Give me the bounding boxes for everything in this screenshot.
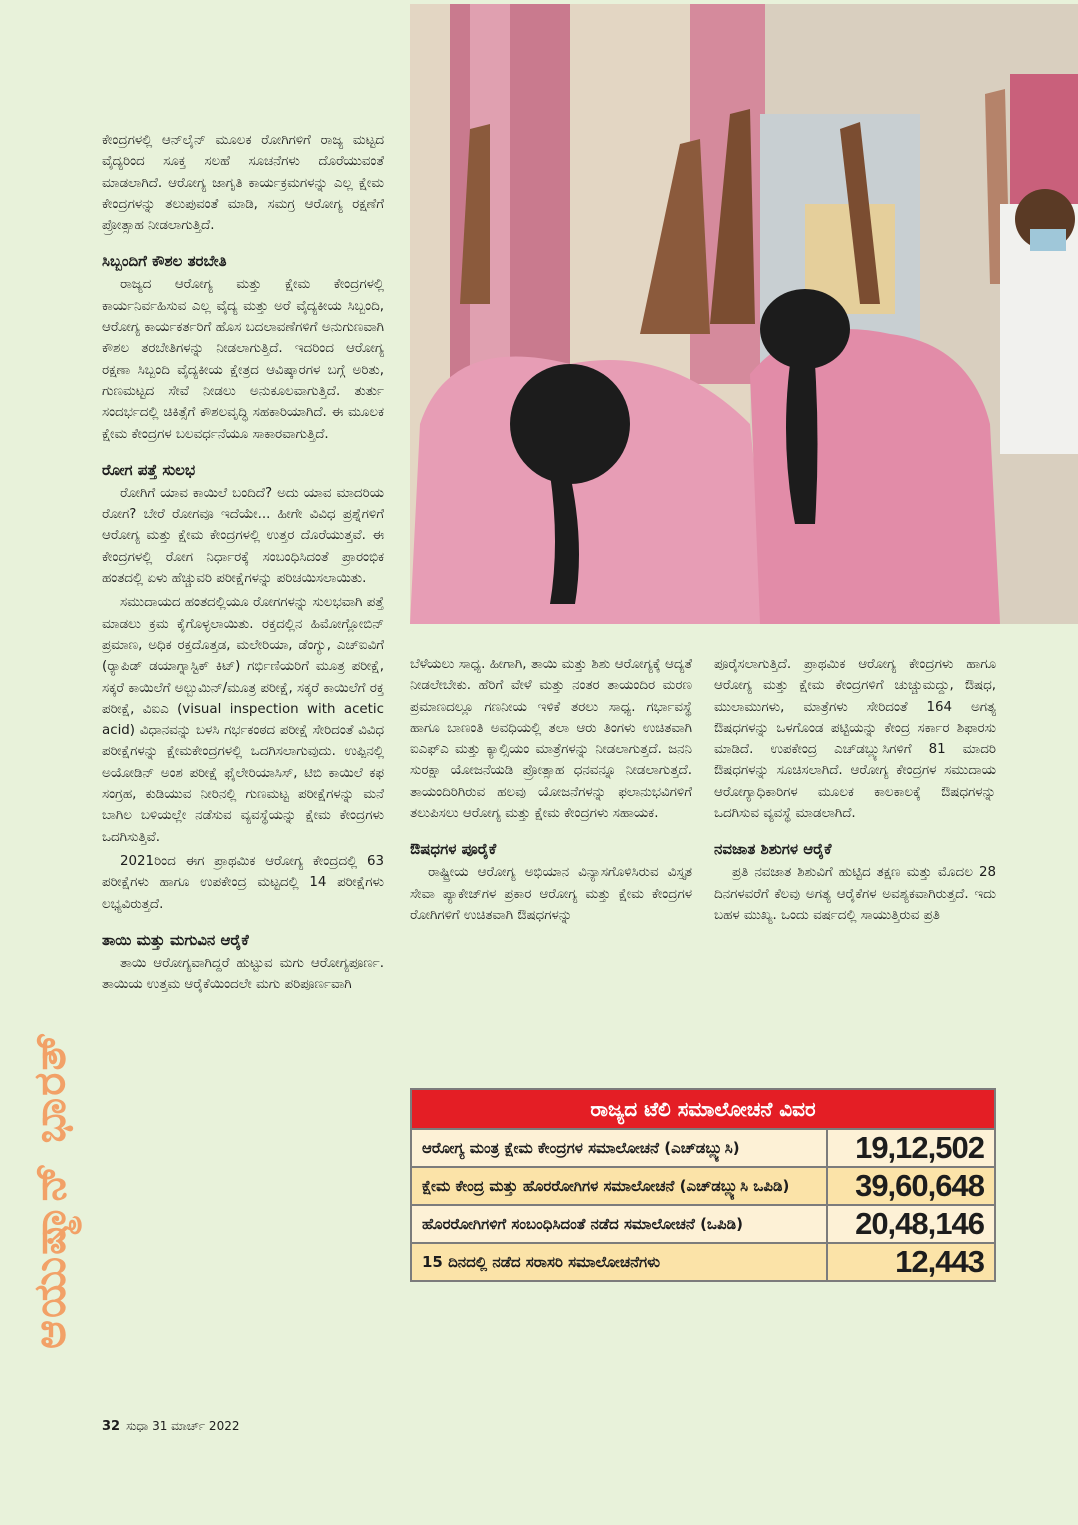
stats-value: 12,443 [895,1244,984,1279]
stats-row [412,1166,994,1204]
stats-label: ಆರೋಗ್ಯ ಮಂತ್ರ ಕ್ಷೇಮ ಕೇಂದ್ರಗಳ ಸಮಾಲೋಚನೆ (ಎಚ್‌ಡಬ್ಲ್ಯುಸಿ) [412,1130,828,1166]
exercise-photo [410,4,1078,624]
heading-easy-diagnosis: ರೋಗ ಪತ್ತೆ ಸುಲಭ [102,460,196,479]
heading-newborn-care: ನವಜಾತ ಶಿಶುಗಳ ಆರೈಕೆ [714,840,832,859]
heading-mother-child-care: ತಾಯಿ ಮತ್ತು ಮಗುವಿನ ಆರೈಕೆ [102,930,249,949]
page-number: 32 [102,1419,121,1434]
section-vertical-label [20,980,80,1400]
article-column-1 [102,130,384,998]
intro-paragraph: ಕೇಂದ್ರಗಳಲ್ಲಿ ಆನ್‌ಲೈನ್ ಮೂಲಕ ರೋಗಿಗಳಿಗೆ ರಾಜ್ಯ ಮಟ್ಟದ ವೈದ್ಯರಿಂದ ಸೂಕ್ತ ಸಲಹೆ ಸೂಚನೆಗಳು ದೊರೆಯುವಂತೆ ಮಾಡಲಾಗಿದೆ. ಆರೋಗ್ಯ ಜಾಗೃತಿ ಕಾರ್ಯಕ್ರಮಗಳನ್ನು ಎಲ್ಲ ಕ್ಷೇಮ ಕೇಂದ್ರಗಳನ್ನು ತಲುಪುವಂತೆ ಮಾಡಿ, ಸಮಗ್ರ ಆರೋಗ್ಯ ರಕ್ಷಣೆಗೆ ಪ್ರೋತ್ಸಾಹ ನೀಡಲಾಗುತ್ತಿದೆ. [102,133,384,234]
vertical-label-text: ಆಯುಷ್ಮಾನ್ ಭಾರತ್ [24,1030,76,1350]
paragraph: ರಾಷ್ಟ್ರೀಯ ಆರೋಗ್ಯ ಅಭಿಯಾನ ವಿನ್ಯಾಸಗೊಳಿಸಿರುವ ವಿಸ್ತೃತ ಸೇವಾ ಪ್ಯಾಕೇಜ್‌ಗಳ ಪ್ರಕಾರ ಆರೋಗ್ಯ ಮತ್ತು ಕ್ಷೇಮ ಕೇಂದ್ರಗಳ ರೋಗಿಗಳಿಗೆ ಉಚಿತವಾಗಿ ಔಷಧಗಳನ್ನು [410,865,692,923]
stats-label: ಹೊರರೋಗಿಗಳಿಗೆ ಸಂಬಂಧಿಸಿದಂತೆ ನಡೆದ ಸಮಾಲೋಚನೆ (ಒಪಿಡಿ) [412,1206,828,1242]
teleconsultation-stats-table [410,1088,996,1282]
paragraph: ಪ್ರತಿ ನವಜಾತ ಶಿಶುವಿಗೆ ಹುಟ್ಟಿದ ತಕ್ಷಣ ಮತ್ತು ಮೊದಲ 28 ದಿನಗಳವರೆಗೆ ಕೆಲವು ಅಗತ್ಯ ಆರೈಕೆಗಳ ಅವಶ್ಯಕವಾಗಿರುತ್ತದೆ. ಇದು ಬಹಳ ಮುಖ್ಯ. ಒಂದು ವರ್ಷದಲ್ಲಿ ಸಾಯುತ್ತಿರುವ ಪ್ರತಿ [714,865,996,923]
paragraph: 2021ರಿಂದ ಈಗ ಪ್ರಾಥಮಿಕ ಆರೋಗ್ಯ ಕೇಂದ್ರದಲ್ಲಿ 63 ಪರೀಕ್ಷೆಗಳು ಹಾಗೂ ಉಪಕೇಂದ್ರ ಮಟ್ಟದಲ್ಲಿ 14 ಪರೀಕ್ಷೆಗಳು ಲಭ್ಯವಿರುತ್ತದೆ. [102,853,384,912]
stats-row [412,1128,994,1166]
footer-text: ಸುಧಾ 31 ಮಾರ್ಚ್ 2022 [126,1419,240,1433]
paragraph: ರೋಗಿಗೆ ಯಾವ ಕಾಯಿಲೆ ಬಂದಿದೆ? ಅದು ಯಾವ ಮಾದರಿಯ ರೋಗ? ಬೇರೆ ರೋಗವೂ ಇದೆಯೇ... ಹೀಗೇ ವಿವಿಧ ಪ್ರಶ್ನೆಗಳಿಗೆ ಆರೋಗ್ಯ ಮತ್ತು ಕ್ಷೇಮ ಕೇಂದ್ರಗಳಲ್ಲಿ ಉತ್ತರ ದೊರೆಯುತ್ತವೆ. ಈ ಕೇಂದ್ರಗಳಲ್ಲಿ ರೋಗ ನಿರ್ಧಾರಕ್ಕೆ ಸಂಬಂಧಿಸಿದಂತೆ ಪ್ರಾರಂಭಿಕ ಹಂತದಲ್ಲಿ ಏಳು ಹೆಚ್ಚುವರಿ ಪರೀಕ್ಷೆಗಳನ್ನು ಪರಿಚಯಿಸಲಾಯಿತು. [102,485,384,587]
article-column-2 [410,654,692,929]
paragraph: ಬೆಳೆಯಲು ಸಾಧ್ಯ. ಹೀಗಾಗಿ, ತಾಯಿ ಮತ್ತು ಶಿಶು ಆರೋಗ್ಯಕ್ಕೆ ಆದ್ಯತೆ ನೀಡಲೇಬೇಕು. ಹೆರಿಗೆ ವೇಳೆ ಮತ್ತು ನಂತರ ತಾಯಂದಿರ ಮರಣ ಪ್ರಮಾಣದಲ್ಲೂ ಗಣನೀಯ ಇಳಿಕೆ ತರಲು ಸಾಧ್ಯ. ಗರ್ಭಾವಸ್ಥೆ ಹಾಗೂ ಬಾಣಂತಿ ಅವಧಿಯಲ್ಲಿ ತಲಾ ಆರು ತಿಂಗಳು ಉಚಿತವಾಗಿ ಐಎಫ್‌ಎ ಮತ್ತು ಕ್ಯಾಲ್ಸಿಯಂ ಮಾತ್ರೆಗಳನ್ನು ನೀಡಲಾಗುತ್ತದೆ. ಜನನಿ ಸುರಕ್ಷಾ ಯೋಜನೆಯಡಿ ಪ್ರೋತ್ಸಾಹ ಧನವನ್ನೂ ನೀಡಲಾಗುತ್ತದೆ. ತಾಯಂದಿರಿಗಿರುವ ಹಲವು ಯೋಜನೆಗಳನ್ನು ಫಲಾನುಭವಿಗಳಿಗೆ ತಲುಪಿಸಲು ಆರೋಗ್ಯ ಮತ್ತು ಕ್ಷೇಮ ಕೇಂದ್ರಗಳು ಸಹಾಯಕ. [410,657,692,822]
stats-value: 20,48,146 [855,1206,984,1241]
stats-value: 39,60,648 [855,1168,984,1203]
paragraph: ಪೂರೈಸಲಾಗುತ್ತಿದೆ. ಪ್ರಾಥಮಿಕ ಆರೋಗ್ಯ ಕೇಂದ್ರಗಳು ಹಾಗೂ ಆರೋಗ್ಯ ಮತ್ತು ಕ್ಷೇಮ ಕೇಂದ್ರಗಳಿಗೆ ಚುಚ್ಚುಮದ್ದು, ಔಷಧ, ಮುಲಾಮುಗಳು, ಮಾತ್ರೆಗಳು ಸೇರಿದಂತೆ 164 ಅಗತ್ಯ ಔಷಧಗಳನ್ನು ಒಳಗೊಂಡ ಪಟ್ಟಿಯನ್ನು ಕೇಂದ್ರ ಸರ್ಕಾರ ಶಿಫಾರಸು ಮಾಡಿದೆ. ಉಪಕೇಂದ್ರ ಎಚ್‌ಡಬ್ಲ್ಯುಸಿಗಳಿಗೆ 81 ಮಾದರಿ ಔಷಧಗಳನ್ನು ಸೂಚಿಸಲಾಗಿದೆ. ಆರೋಗ್ಯ ಕೇಂದ್ರಗಳ ಸಮುದಾಯ ಆರೋಗ್ಯಾಧಿಕಾರಿಗಳ ಮೂಲಕ ಕಾಲಕಾಲಕ್ಕೆ ಔಷಧಗಳನ್ನು ಒದಗಿಸುವ ವ್ಯವಸ್ಥೆ ಮಾಡಲಾಗಿದೆ. [714,657,996,822]
page-footer [102,1419,239,1434]
heading-medicine-supply: ಔಷಧಗಳ ಪೂರೈಕೆ [410,840,497,859]
article-column-3 [714,654,996,929]
paragraph: ರಾಜ್ಯದ ಆರೋಗ್ಯ ಮತ್ತು ಕ್ಷೇಮ ಕೇಂದ್ರಗಳಲ್ಲಿ ಕಾರ್ಯನಿರ್ವಹಿಸುವ ಎಲ್ಲ ವೈದ್ಯ ಮತ್ತು ಅರೆ ವೈದ್ಯಕೀಯ ಸಿಬ್ಬಂದಿ, ಆರೋಗ್ಯ ಕಾರ್ಯಕರ್ತರಿಗೆ ಹೊಸ ಬದಲಾವಣೆಗಳಿಗೆ ಅನುಗುಣವಾಗಿ ಕೌಶಲ ತರಬೇತಿಗಳನ್ನು ನೀಡಲಾಗುತ್ತಿದೆ. ಇದರಿಂದ ಆರೋಗ್ಯ ರಕ್ಷಣಾ ಸಿಬ್ಬಂದಿ ವೈದ್ಯಕೀಯ ಕ್ಷೇತ್ರದ ಆವಿಷ್ಕಾರಗಳ ಬಗ್ಗೆ ಅರಿತು, ಗುಣಮಟ್ಟದ ಸೇವೆ ನೀಡಲು ಅನುಕೂಲವಾಗುತ್ತಿದೆ. ತುರ್ತು ಸಂದರ್ಭದಲ್ಲಿ ಚಿಕಿತ್ಸೆಗೆ ಕೌಶಲವೃದ್ಧಿ ಸಹಕಾರಿಯಾಗಿದೆ. ಈ ಮೂಲಕ ಕ್ಷೇಮ ಕೇಂದ್ರಗಳ ಬಲವರ್ಧನೆಯೂ ಸಾಕಾರವಾಗುತ್ತಿದೆ. [102,277,384,442]
stats-label: ಕ್ಷೇಮ ಕೇಂದ್ರ ಮತ್ತು ಹೊರರೋಗಿಗಳ ಸಮಾಲೋಚನೆ (ಎಚ್‌ಡಬ್ಲ್ಯುಸಿ ಒಪಿಡಿ) [412,1168,828,1204]
stats-label: 15 ದಿನದಲ್ಲಿ ನಡೆದ ಸರಾಸರಿ ಸಮಾಲೋಚನೆಗಳು [412,1244,828,1280]
stats-row [412,1242,994,1280]
paragraph: ತಾಯಿ ಆರೋಗ್ಯವಾಗಿದ್ದರೆ ಹುಟ್ಟುವ ಮಗು ಆರೋಗ್ಯಪೂರ್ಣ. ತಾಯಿಯ ಉತ್ತಮ ಆರೈಕೆಯಿಂದಲೇ ಮಗು ಪರಿಪೂರ್ಣವಾಗಿ [102,955,384,993]
stats-value: 19,12,502 [855,1130,984,1165]
stats-row [412,1204,994,1242]
stats-title: ರಾಜ್ಯದ ಟೆಲಿ ಸಮಾಲೋಚನೆ ವಿವರ [412,1090,994,1128]
paragraph: ಸಮುದಾಯದ ಹಂತದಲ್ಲಿಯೂ ರೋಗಗಳನ್ನು ಸುಲಭವಾಗಿ ಪತ್ತೆ ಮಾಡಲು ಕ್ರಮ ಕೈಗೊಳ್ಳಲಾಯಿತು. ರಕ್ತದಲ್ಲಿನ ಹಿಮೋಗ್ಲೋಬಿನ್ ಪ್ರಮಾಣ, ಅಧಿಕ ರಕ್ತದೊತ್ತಡ, ಮಲೇರಿಯಾ, ಡೆಂಗ್ಯು, ಎಚ್‌ಐವಿಗೆ (ರ‍್ಯಾಪಿಡ್ ಡಯಾಗ್ನಾಸ್ಟಿಕ್ ಕಿಟ್) ಗರ್ಭಿಣಿಯರಿಗೆ ಮೂತ್ರ ಪರೀಕ್ಷೆ, ಸಕ್ಕರೆ ಕಾಯಿಲೆಗೆ ಅಲ್ಬುಮಿನ್/ಮೂತ್ರ ಪರೀಕ್ಷೆ, ಸಕ್ಕರೆ ಕಾಯಿಲೆಗೆ ರಕ್ತ ಪರೀಕ್ಷೆ, ವಿಐಎ (visual inspection with acetic acid) ವಿಧಾನವನ್ನು ಬಳಸಿ ಗರ್ಭಕಂಠದ ಪರೀಕ್ಷೆ ಸೇರಿದಂತೆ ವಿವಿಧ ಪರೀಕ್ಷೆಗಳನ್ನು ಕ್ಷೇಮಕೇಂದ್ರಗಳಲ್ಲಿ ಒದಗಿಸಲಾಗುವುದು. ಉಪ್ಪಿನಲ್ಲಿ ಅಯೋಡಿನ್ ಅಂಶ ಪರೀಕ್ಷೆ ಫೈಲೇರಿಯಾಸಿಸ್, ಟಿಬಿ ಕಾಯಿಲೆ ಕಫ ಸಂಗ್ರಹ, ಕುಡಿಯುವ ನೀರಿನಲ್ಲಿ ಗುಣಮಟ್ಟ ಪರೀಕ್ಷೆಗಳನ್ನು ಮನೆ ಬಾಗಿಲ ಬಳಿಯಲ್ಲೇ ನಡೆಸುವ ವ್ಯವಸ್ಥೆಯನ್ನು ಕ್ಷೇಮ ಕೇಂದ್ರಗಳು ಒದಗಿಸುತ್ತಿವೆ. [102,595,384,845]
heading-staff-training: ಸಿಬ್ಬಂದಿಗೆ ಕೌಶಲ ತರಬೇತಿ [102,252,227,271]
